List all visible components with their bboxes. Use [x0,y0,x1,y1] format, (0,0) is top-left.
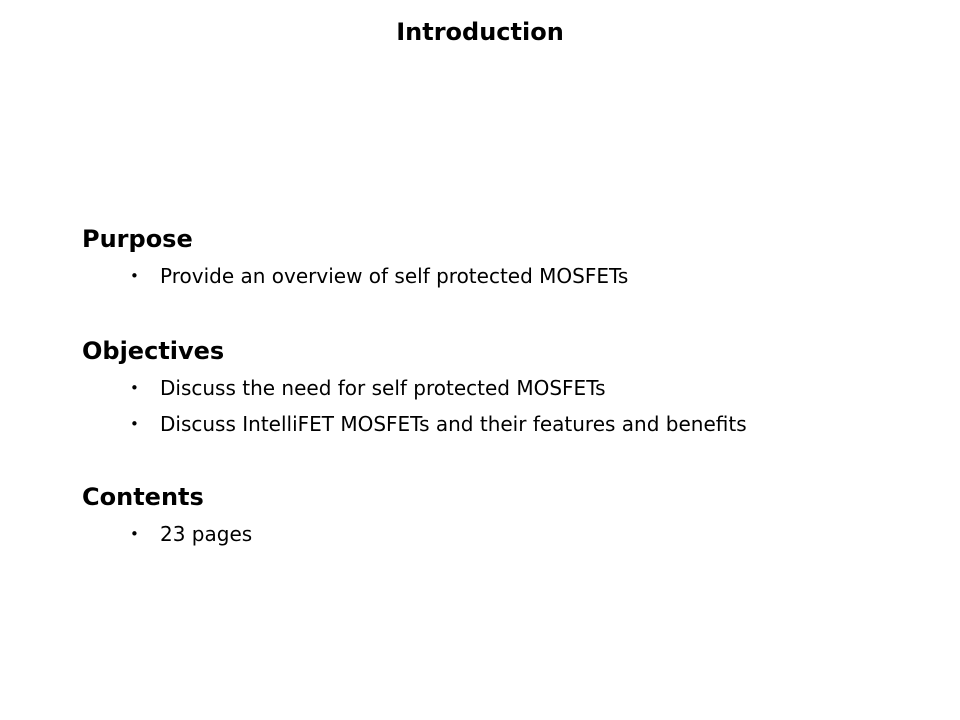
section-contents [82,482,922,552]
bullet-icon: • [130,379,139,397]
bullet-item [82,516,922,552]
bullet-item [82,406,922,442]
section-heading-purpose: Purpose [82,225,193,253]
bullet-icon: • [130,267,139,285]
bullet-text: Discuss the need for self protected MOSFETs [160,376,606,400]
section-heading-objectives: Objectives [82,337,225,365]
section-objectives [82,336,922,442]
bullet-text: 23 pages [160,522,253,546]
bullet-icon: • [130,525,139,543]
bullet-text: Discuss IntelliFET MOSFETs and their features and benefits [160,412,747,436]
bullet-text: Provide an overview of self protected MOSFETs [160,264,629,288]
slide-title: Introduction [396,18,564,46]
bullet-icon: • [130,415,139,433]
bullet-item [82,370,922,406]
section-heading-contents: Contents [82,483,204,511]
bullet-list-purpose [82,258,922,294]
bullet-item [82,258,922,294]
bullet-list-contents [82,516,922,552]
section-purpose [82,224,922,294]
bullet-list-objectives [82,370,922,442]
